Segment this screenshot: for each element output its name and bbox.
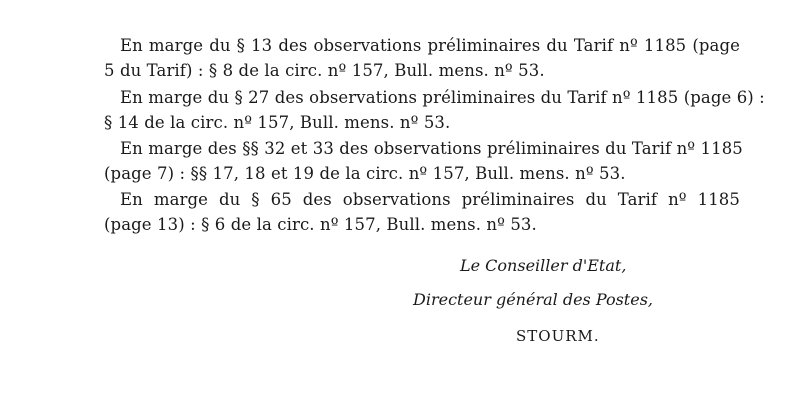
- paragraph-3: [104, 136, 743, 186]
- signature-role: Directeur général des Postes,: [413, 290, 653, 309]
- paragraph-line: En marge du § 13 des observations préliminaires du Tarif nº 1185 (page: [120, 36, 740, 55]
- paragraph-4: [104, 187, 740, 237]
- paragraph-line: En marge des §§ 32 et 33 des observations préliminaires du Tarif nº 1185: [120, 139, 743, 158]
- paragraph-line: 5 du Tarif) : § 8 de la circ. nº 157, Bull. mens. nº 53.: [104, 61, 545, 80]
- paragraph-line: En marge du § 65 des observations préliminaires du Tarif nº 1185: [120, 190, 740, 209]
- paragraph-line: (page 7) : §§ 17, 18 et 19 de la circ. nº 157, Bull. mens. nº 53.: [104, 164, 626, 183]
- paragraph-line: § 14 de la circ. nº 157, Bull. mens. nº 53.: [104, 113, 451, 132]
- paragraph-line: En marge du § 27 des observations préliminaires du Tarif nº 1185 (page 6) :: [120, 88, 765, 107]
- signature-name: STOURM.: [516, 327, 600, 345]
- signature-title: Le Conseiller d'Etat,: [460, 256, 627, 275]
- paragraph-2: [104, 85, 765, 135]
- paragraph-line: (page 13) : § 6 de la circ. nº 157, Bull. mens. nº 53.: [104, 215, 537, 234]
- paragraph-1: [104, 33, 740, 83]
